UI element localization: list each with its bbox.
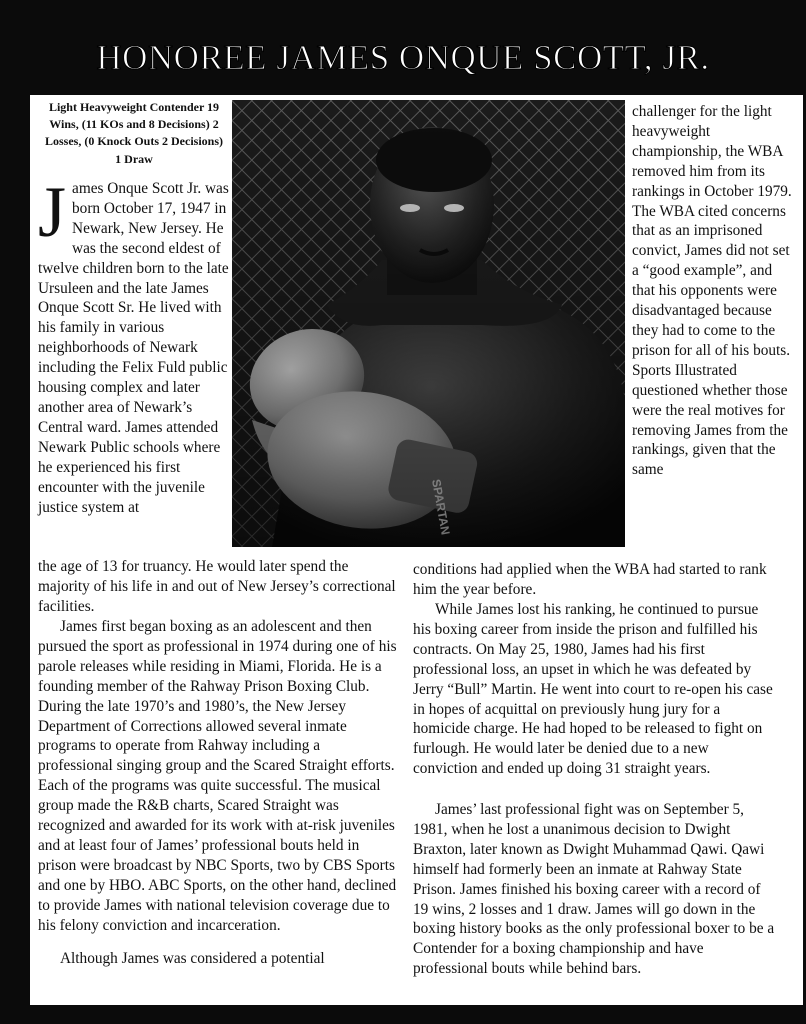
paragraph-3-continuation: conditions had applied when the WBA had started to rank him the year before. [413,561,767,598]
paragraph-2: James first began boxing as an adolescent and then pursued the sport as professional in 1974 during one of his parole releases while residing in Miami, Florida. He is a founding member of the Rahway Prison Boxing Club. During the late 1970’s and 1980’s, the New Jersey Department of Corrections allowed several inmate programs to operate from Rahway including a professional singing group and the Scared Straight efforts. Each of the programs was quite successful. The musical group made the R&B charts, Scared Straight was recognized and awarded for its work with at-risk juveniles and at least four of James’ professional bouts held in prison were broadcast by NBC Sports, two by CBS Sports and one by HBO. ABC Sports, on the other hand, declined to provide James with national television coverage due to his felony conviction and incarceration. [38,618,397,934]
boxer-photo [232,100,625,547]
paragraph-3-right: challenger for the light heavyweight championship, the WBA removed him from its rankings in October 1979. The WBA cited concerns that as an imprisoned convict, James did not set a “good example”, and that his opponents were disadvantaged because they had to come to the prison for all of his bouts. Sports Illustrated questioned whether those were the real motives for removing James from the rankings, given that the same [632,103,792,479]
drop-cap: J [38,172,67,252]
lead-continuation: the age of 13 for truancy. He would later spend the majority of his life in and out of New Jersey’s correctional facilities. [38,558,396,615]
lead-paragraph [38,172,238,517]
paragraph-3-start: Although James was considered a potential [60,950,325,967]
paragraph-4: While James lost his ranking, he continued to pursue his boxing career from inside the prison and fulfilled his contracts. On May 25, 1980, James had his first professional loss, an upset in which he was defeated by Jerry “Bull” Martin. He went into court to re-open his case in hopes of acquittal on previously hung jury for a homicide charge. He had hoped to be released to fight on furlough. He would later be denied due to a new conviction and ended up doing 31 straight years. [413,601,773,778]
lead-text: ames Onque Scott Jr. was born October 17, 1947 in Newark, New Jersey. He was the second eldest of twelve children born to the late Ursuleen and the late James Onque Scott Sr. He lived with his family in various neighborhoods of Newark including the Felix Fuld public housing complex and later another area of Newark’s Central ward. James attended Newark Public schools where he experienced his first encounter with the juvenile justice system at [38,180,229,516]
page-title: HONOREE JAMES ONQUE SCOTT, JR. [96,38,710,77]
paragraph-5: James’ last professional fight was on September 5, 1981, when he lost a unanimous decision to Dwight Braxton, later known as Dwight Muhammad Qawi. Qawi himself had formerly been an inmate at Rahway State Prison. James finished his boxing career with a record of 19 wins, 2 losses and 1 draw. James will go down in the boxing history books as the only professional boxer to be a Contender for a boxing championship and have professional bouts while behind bars. [413,801,775,978]
record-box: Light Heavyweight Contender 19 Wins, (11 KOs and 8 Decisions) 2 Losses, (0 Knock Outs 2 Decisions) 1 Draw [44,100,223,166]
